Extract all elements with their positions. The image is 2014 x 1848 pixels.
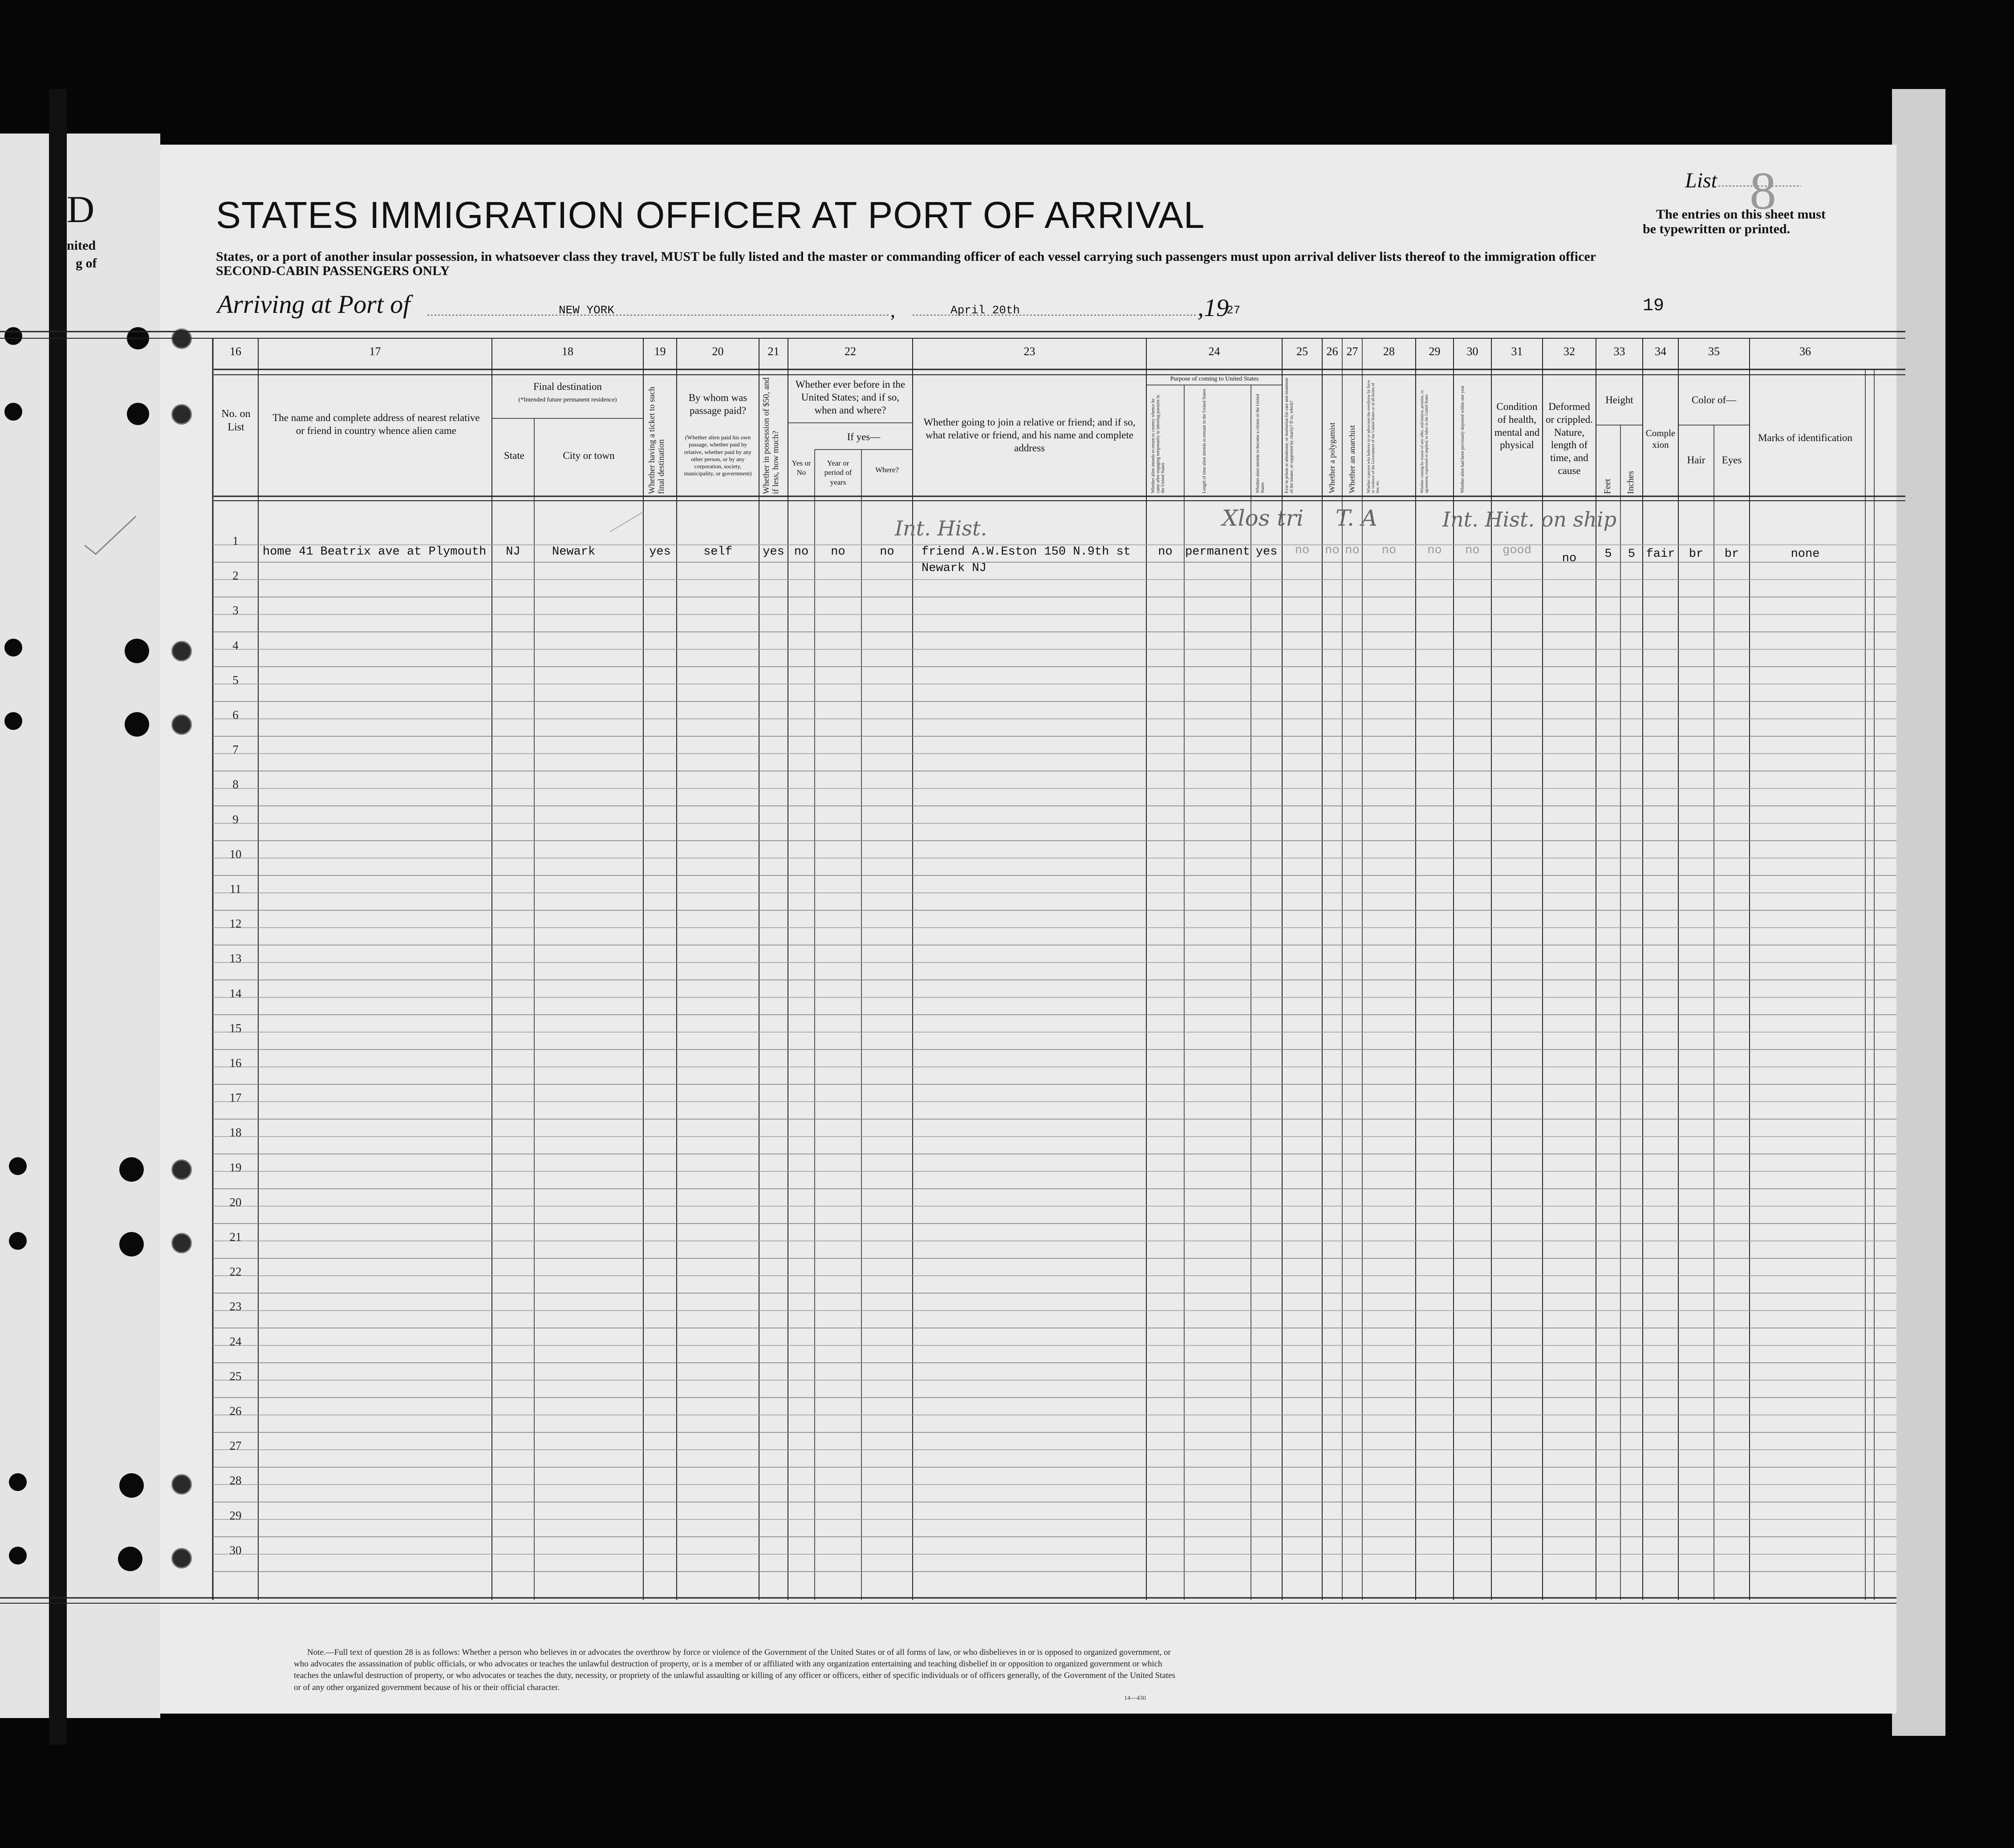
row-number: 28	[229, 1474, 242, 1487]
col-num: 23	[1023, 345, 1035, 358]
entry-join-line2: Newark NJ	[922, 562, 987, 575]
header-city: City or town	[563, 450, 615, 461]
entry-complexion: fair	[1646, 547, 1675, 561]
entry-before-yes-no: no	[794, 545, 809, 559]
entry-labor: no	[1427, 544, 1442, 557]
header-marks: Marks of identification	[1758, 432, 1853, 443]
row-number: 16	[229, 1056, 242, 1070]
entry-citizen: yes	[1255, 545, 1278, 559]
header-col30: Whether alien had been previously deported within one year	[1460, 385, 1465, 493]
entries-note-2: be typewritten or printed.	[1643, 222, 1791, 236]
col-num: 18	[562, 345, 573, 358]
row-number: 19	[229, 1160, 242, 1174]
row-number: 1	[232, 534, 239, 547]
entry-ticket: yes	[649, 545, 671, 559]
header-complexion: Complexion	[1645, 428, 1676, 450]
header-year-period: Year or period of years	[824, 459, 852, 486]
col-num: 28	[1383, 345, 1395, 358]
row-number: 4	[232, 638, 239, 652]
footer-note: Note.—Full text of question 28 is as follows: Whether a person who believes in or advocates the overthrow by force or violence of the Government of the United States or of all forms of law, or who disbelieves in or is opposed to organized government, or who advocates the assassination of public officials, or who advocates or teaches the unlawful destruction of property, or is a member of or affiliated with any organization entertaining and teaching disbelief in or opposition to organized government or which teaches the unlawful destruction of property, or who advocates or teaches the duty, necessity, or propriety of the unlawful assaulting or killing of any officer or officers, either of specific individuals or of officers generally, of the Government of the United States or of any other organized government because of his or their official character.	[294, 1648, 1175, 1692]
row-number: 12	[229, 917, 242, 931]
col-num: 35	[1708, 345, 1720, 358]
header-col26: Whether a polygamist	[1328, 422, 1336, 493]
row-number: 9	[232, 812, 239, 826]
col-num: 19	[654, 345, 666, 358]
header-eyes: Eyes	[1722, 454, 1742, 466]
entries-note-1: The entries on this sheet must	[1656, 207, 1826, 222]
col-num: 21	[767, 345, 780, 358]
col-num: 31	[1511, 345, 1523, 358]
header-possession: Whether in possession of $50, and if less, how much?	[762, 377, 780, 494]
col-num: 36	[1799, 345, 1811, 358]
header-health: Condition of health, mental and physical	[1494, 401, 1540, 451]
arrival-date: April 20th	[950, 304, 1020, 317]
col-num: 24	[1208, 345, 1220, 358]
page-title: STATES IMMIGRATION OFFICER AT PORT OF ARRIVAL	[216, 194, 1205, 236]
header-deformed: Deformed or crippled. Nature, length of time, and cause	[1545, 401, 1593, 476]
col-num: 34	[1655, 345, 1666, 358]
col-num: 22	[845, 345, 856, 358]
entry-join-line1: friend A.W.Eston 150 N.9th st	[922, 545, 1131, 559]
row-number: 30	[229, 1543, 242, 1557]
row-number: 25	[229, 1369, 242, 1383]
row-number: 20	[229, 1195, 242, 1209]
entry-before-where: no	[880, 545, 894, 559]
header-purpose-c: Whether alien intends to become a citizen of the United States	[1255, 394, 1265, 493]
header-col27: Whether an anarchist	[1348, 425, 1356, 493]
entry-deported: no	[1465, 544, 1480, 557]
header-color-of: Color of—	[1691, 394, 1737, 405]
entry-deformed: no	[1562, 552, 1577, 565]
header-no-on-list: No. on List	[221, 408, 251, 433]
header-height: Height	[1605, 394, 1633, 405]
header-state: State	[504, 450, 524, 461]
row-number: 24	[229, 1334, 242, 1348]
row-number: 11	[230, 882, 241, 896]
header-by-whom-sub: (Whether alien paid his own passage, whether paid by relative, whether paid by any other person, or by any corporation, society, municipality, or government)	[684, 434, 752, 477]
header-hair: Hair	[1687, 454, 1705, 466]
header-nearest-relative: The name and complete address of nearest relative or friend in country whence alien came	[272, 412, 480, 436]
row-number: 7	[232, 743, 239, 757]
row-number: 13	[229, 952, 242, 965]
list-number: 8	[1750, 161, 1776, 220]
left-fragment-text-1: nited	[67, 238, 96, 253]
row-number: 23	[229, 1300, 242, 1313]
handwritten-note-2: Xlos tri	[1222, 505, 1304, 531]
header-purpose: Purpose of coming to United States	[1170, 376, 1259, 382]
entry-fifty-dollars: yes	[763, 545, 784, 559]
row-number: 14	[229, 986, 242, 1000]
row-number: 27	[229, 1439, 242, 1453]
row-number: 8	[232, 778, 239, 791]
header-col29: Whether coming by reason of any offer, solicitation, promise, or agreement, expressed or implied, to labor in the United States	[1420, 390, 1429, 493]
header-by-whom: By whom was passage paid?	[688, 392, 747, 416]
entry-prison: no	[1295, 544, 1310, 557]
header-where: Where?	[875, 466, 899, 474]
left-fragment-letter: D	[67, 188, 95, 231]
col-num: 26	[1326, 345, 1338, 358]
entry-anarchist: no	[1345, 544, 1360, 557]
row-number: 6	[232, 708, 239, 721]
entry-marks: none	[1791, 547, 1820, 561]
col-num: 30	[1466, 345, 1478, 358]
col-num: 17	[369, 345, 381, 358]
header-purpose-b: Length of time alien intends to remain in the United States	[1202, 389, 1207, 493]
col-num: 20	[712, 345, 724, 358]
header-col28: Whether a person who believes in or advocates the overthrow by force or violence of the Government of the United States or of all forms of law, etc.	[1366, 380, 1380, 493]
entry-inches: 5	[1628, 547, 1636, 561]
header-ticket: Whether having a ticket to such final destination	[647, 386, 666, 494]
header-col25: Ever in prison or almshouse, or institution for care and treatment of the insane, or supported by charity? If so, which?	[1284, 377, 1294, 493]
col-num: 29	[1429, 345, 1441, 358]
row-number: 5	[232, 673, 239, 687]
row-number: 17	[229, 1091, 242, 1105]
row-number: 15	[229, 1021, 242, 1035]
row-number: 18	[229, 1126, 242, 1139]
handwritten-note-4: Int. Hist. on ship	[1442, 507, 1617, 531]
entry-paid-by: self	[703, 545, 732, 559]
entry-eyes: br	[1724, 547, 1739, 561]
entry-overthrow: no	[1381, 544, 1397, 557]
col-num: 27	[1346, 345, 1358, 358]
header-purpose-a: Whether alien intends to return to country whence he came after engaging temporarily in laboring pursuits in the United States	[1151, 395, 1165, 493]
class-note: SECOND-CABIN PASSENGERS ONLY	[216, 263, 450, 278]
header-before-us: Whether ever before in the United States; and if so, when and where?	[795, 379, 905, 416]
arrival-year-suffix: 27	[1226, 304, 1241, 317]
row-number: 22	[229, 1265, 242, 1279]
arrival-port: NEW YORK	[559, 304, 614, 317]
row-number: 2	[232, 569, 239, 583]
entry-length-of-stay: permanent	[1185, 545, 1250, 559]
instructions-text: States, or a port of another insular possession, in whatsoever class they travel, MUST be fully listed and the master or commanding officer of each vessel carrying such passengers must upon arrival deliver lists thereof to the immigration officer	[216, 249, 1596, 264]
entry-hair: br	[1689, 547, 1704, 561]
entry-before-years: no	[831, 545, 845, 559]
header-yes-no: Yes or No	[792, 459, 811, 477]
entry-nearest-relative: home 41 Beatrix ave at Plymouth	[263, 545, 487, 559]
row-number: 29	[229, 1508, 242, 1522]
entry-temporary: no	[1158, 545, 1173, 559]
left-fragment-text-2: g of	[76, 256, 97, 271]
entry-state: NJ	[506, 545, 520, 559]
handwritten-note-3: T. A	[1336, 505, 1377, 531]
header-join-relative: Whether going to join a relative or friend; and if so, what relative or friend, and his name and complete address	[923, 417, 1136, 454]
header-if-yes: If yes—	[847, 431, 881, 442]
row-number: 26	[229, 1404, 242, 1418]
form-number: 14—430	[1124, 1695, 1146, 1702]
entry-feet: 5	[1604, 547, 1612, 561]
row-number: 21	[229, 1230, 242, 1244]
col-num: 25	[1296, 345, 1308, 358]
handwritten-note-1: Int. Hist.	[895, 516, 987, 540]
header-inches: Inches	[1626, 470, 1636, 494]
col-num: 32	[1563, 345, 1575, 358]
header-final-destination-sub: (*Intended future permanent residence)	[518, 397, 617, 403]
header-final-destination: Final destination	[533, 381, 602, 392]
arrival-year-prefix: ,19	[1198, 294, 1229, 322]
row-number: 10	[229, 847, 242, 861]
entry-city: Newark	[552, 545, 596, 559]
entry-health: good	[1502, 544, 1531, 557]
right-year: 19	[1643, 296, 1665, 316]
entry-polygamist: no	[1325, 544, 1340, 557]
row-number: 3	[232, 604, 239, 617]
header-feet: Feet	[1603, 478, 1612, 494]
arrival-label: Arriving at Port of	[217, 290, 410, 319]
col-num: 16	[230, 345, 241, 358]
col-num: 33	[1613, 345, 1625, 358]
list-label: List	[1685, 169, 1718, 192]
